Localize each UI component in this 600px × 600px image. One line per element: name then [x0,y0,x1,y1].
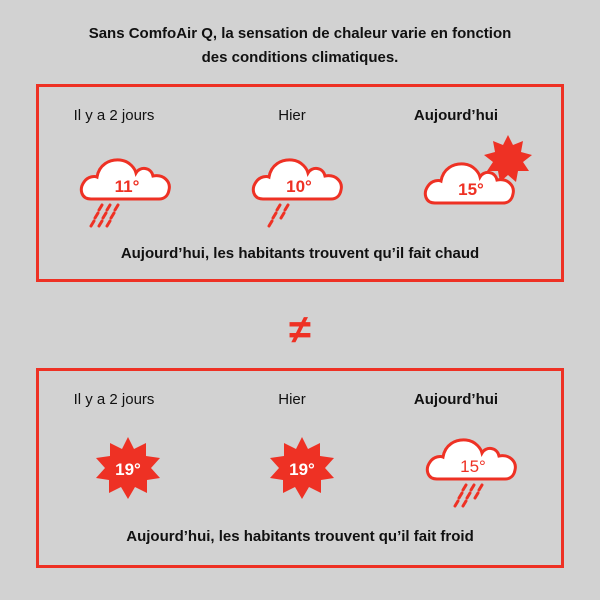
panel-warm-perception [36,84,564,282]
panel-cold-perception [36,368,564,568]
summary-cold: Aujourd’hui, les habitants trouvent qu’il fait froid [126,528,474,545]
temperature-value: 15° [458,180,484,199]
temperature-value: 11° [114,177,140,196]
temperature-value: 19° [115,460,141,479]
sun-behind-cloud-icon [423,131,533,211]
temperature-value: 10° [286,177,312,196]
rain-cloud-icon [77,149,177,235]
summary-warm: Aujourd’hui, les habitants trouvent qu’il fait chaud [120,245,480,262]
rain-cloud-icon [249,149,349,235]
headline-line-2: des conditions climatiques. [201,49,399,66]
day-label-today: Aujourd’hui [413,391,499,408]
temperature-value: 15° [460,457,486,476]
rain-drops [455,485,482,506]
day-label-today: Aujourd’hui [413,107,499,124]
headline-line-1: Sans ComfoAir Q, la sensation de chaleur varie en fonction [88,25,512,42]
rain-cloud-icon [423,429,523,515]
day-label-two-days-ago: Il y a 2 jours [73,107,155,124]
not-equal-symbol: ≠ [289,308,311,352]
day-label-yesterday: Hier [278,107,306,124]
sun-icon [267,435,337,505]
rain-drops [91,205,118,226]
sun-icon [93,435,163,505]
day-label-two-days-ago: Il y a 2 jours [73,391,155,408]
headline [0,22,600,70]
temperature-value: 19° [289,460,315,479]
rain-drops [269,205,288,226]
day-label-yesterday: Hier [278,391,306,408]
